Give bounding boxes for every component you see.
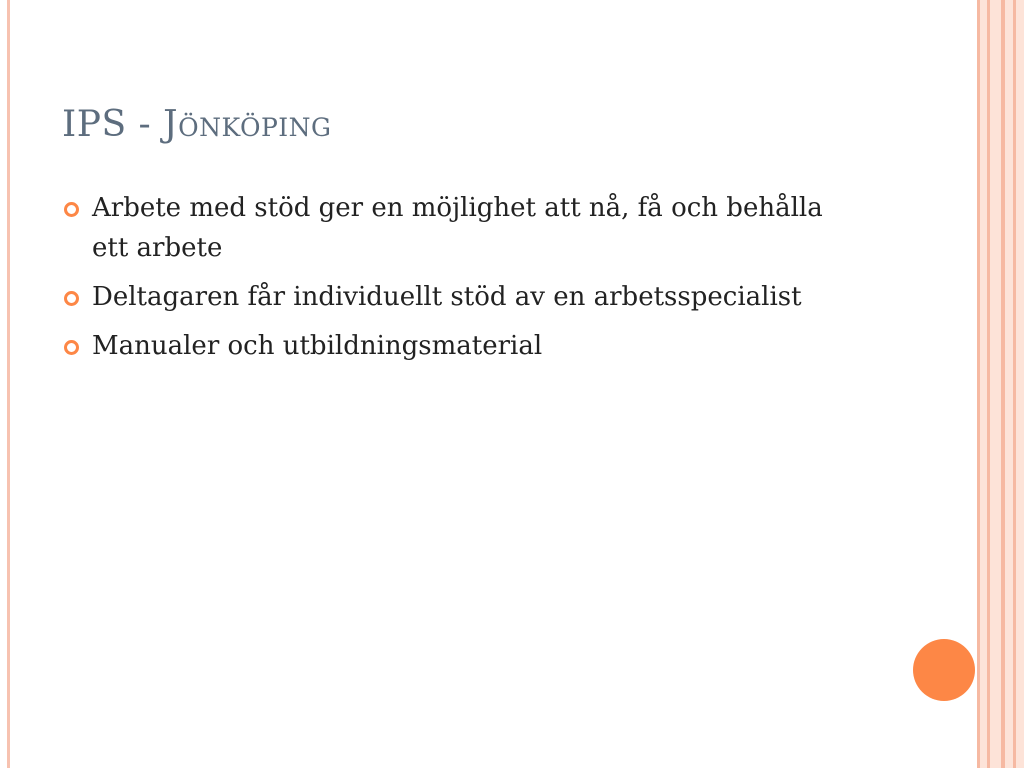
decorative-stripe: [977, 0, 980, 768]
bullet-list: [62, 188, 852, 375]
slide-title: IPS - Jönköping: [62, 104, 332, 145]
decorative-stripe: [1001, 0, 1005, 768]
bullet-text: Arbete med stöd ger en möjlighet att nå, få och behålla ett arbete: [92, 193, 823, 263]
bullet-text: Deltagaren får individuellt stöd av en arbetsspecialist: [92, 282, 802, 312]
bullet-item: [62, 188, 852, 268]
bullet-text: Manualer och utbildningsmaterial: [92, 331, 543, 361]
bullet-ring-icon: [64, 340, 79, 355]
decorative-stripe: [987, 0, 990, 768]
accent-circle: [913, 639, 975, 701]
decorative-stripe: [1013, 0, 1016, 768]
bullet-ring-icon: [64, 202, 79, 217]
bullet-ring-icon: [64, 291, 79, 306]
bullet-item: [62, 277, 852, 317]
bullet-item: [62, 326, 852, 366]
left-border-line: [7, 0, 10, 768]
